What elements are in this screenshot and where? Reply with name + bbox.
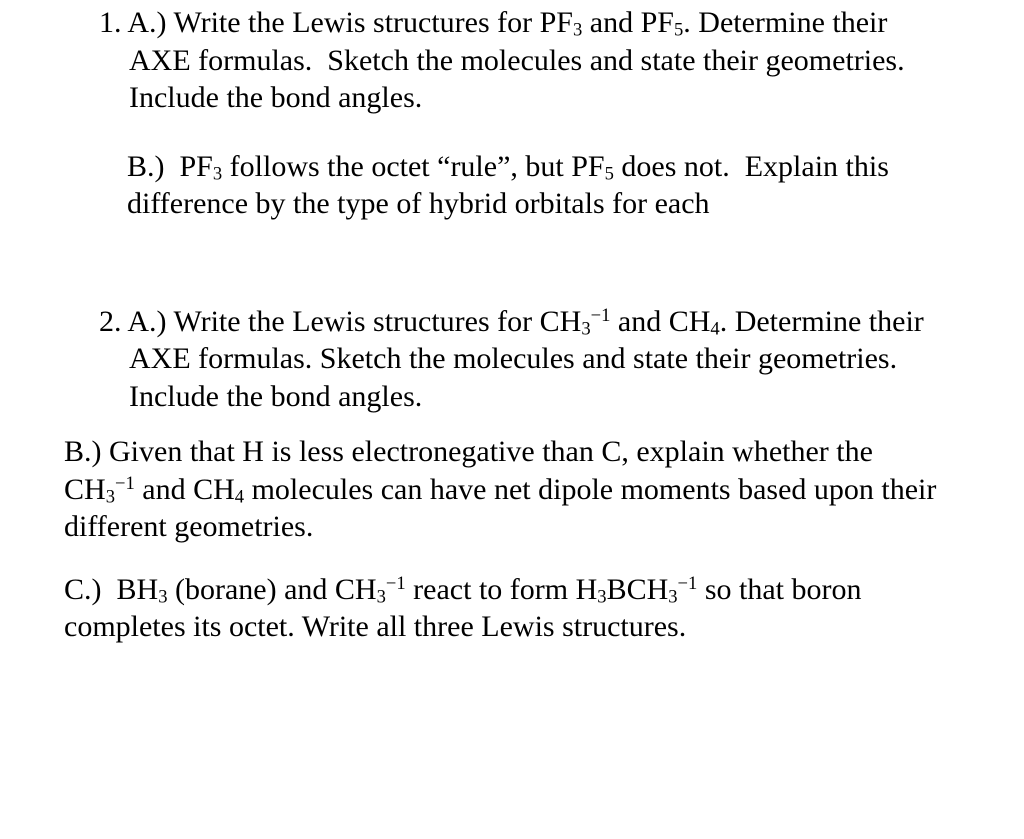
text-line: [64, 433, 1024, 471]
text-run: Include the bond angles.: [129, 81, 423, 114]
text-run: C.) BH: [64, 572, 159, 606]
text-line: [64, 571, 1024, 609]
text-run: 1. A.) Write the Lewis structures for PF: [99, 6, 573, 39]
problem-2-part-c: [64, 571, 1024, 646]
text-run: B.) PF: [127, 149, 213, 183]
text-run: B.) Given that H is less electronegative than C, explain whether the: [64, 435, 873, 468]
text-line: [129, 378, 1024, 416]
text-run: does not. Explain this: [613, 149, 889, 183]
subscript: 5: [673, 19, 684, 41]
problem-1-part-a: [99, 4, 1024, 117]
subscript: 3: [212, 162, 223, 184]
text-line: [129, 42, 1024, 80]
text-run: Include the bond angles.: [129, 379, 423, 413]
text-line: [99, 303, 1024, 341]
text-run: completes its octet. Write all three Lewis structures.: [64, 610, 687, 643]
text-line: [127, 185, 1024, 223]
text-run: and CH: [610, 304, 711, 338]
subscript: 3: [597, 585, 607, 607]
subscript: 4: [710, 317, 720, 339]
text-run: CH: [64, 472, 106, 506]
text-run: follows the octet “rule”, but PF: [222, 149, 605, 183]
text-run: react to form H: [405, 572, 598, 606]
text-line: [129, 340, 1024, 378]
subscript: 3: [581, 317, 591, 339]
text-run: molecules can have net dipole moments based upon their: [244, 472, 937, 506]
superscript: −1: [385, 572, 406, 594]
superscript: −1: [677, 572, 698, 594]
subscript: 3: [158, 585, 168, 607]
text-run: and CH: [134, 472, 235, 506]
text-run: AXE formulas. Sketch the molecules and state their geometries.: [129, 342, 898, 375]
text-run: 2. A.) Write the Lewis structures for CH: [99, 304, 582, 338]
text-run: AXE formulas. Sketch the molecules and state their geometries.: [129, 43, 905, 77]
text-run: difference by the type of hybrid orbitals for each: [127, 187, 710, 220]
text-run: and PF: [582, 6, 674, 39]
text-line: [64, 471, 1024, 509]
subscript: 3: [376, 585, 386, 607]
problem-2-part-a: [99, 303, 1024, 416]
subscript: 4: [234, 485, 245, 507]
subscript: 5: [604, 162, 614, 184]
subscript: 3: [573, 19, 583, 41]
text-run: (borane) and CH: [167, 572, 377, 606]
text-line: [64, 508, 1024, 546]
text-run: BCH: [606, 572, 669, 606]
text-run: . Determine their: [719, 304, 924, 338]
text-line: [129, 79, 1024, 117]
subscript: 3: [668, 585, 678, 607]
text-line: [127, 148, 1024, 186]
problem-2-part-b: [64, 433, 1024, 546]
superscript: −1: [114, 472, 135, 494]
superscript: −1: [590, 304, 611, 326]
text-line: [99, 4, 1024, 42]
text-line: [64, 608, 1024, 646]
subscript: 3: [105, 485, 115, 507]
text-run: different geometries.: [64, 510, 314, 543]
text-run: . Determine their: [683, 6, 888, 39]
problem-1-part-b: [127, 148, 1024, 223]
text-run: so that boron: [697, 572, 862, 606]
